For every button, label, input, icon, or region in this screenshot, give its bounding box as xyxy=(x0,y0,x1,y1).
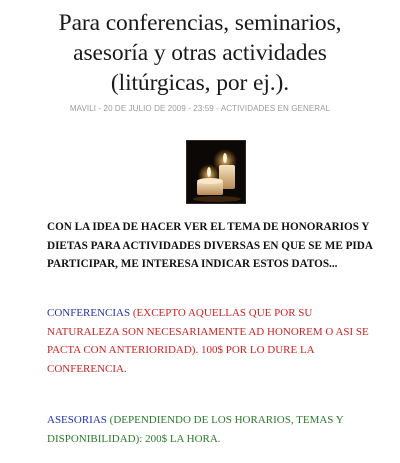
post-title[interactable]: Para conferencias, seminarios, asesoría y otras actividades (litúrgicas, por ej.). xyxy=(58,10,342,96)
conference-lead: CONFERENCIAS xyxy=(47,307,131,319)
post-intro: CON LA IDEA DE HACER VER EL TEMA DE HONORARIOS Y DIETAS PARA ACTIVIDADES DIVERSAS EN QUE SE ME PIDA PARTICIPAR, ME INTERESA INDICAR ESTOS DATOS... xyxy=(47,221,373,270)
candles-image[interactable] xyxy=(186,140,246,204)
conference-detail: (EXCEPTO AQUELLAS QUE POR SU NATURALEZA SON NECESARIAMENTE AD HONOREM O ASI SE PACTA CON ANTERIORIDAD). 100$ POR LO DURE LA CONFERENCIA. xyxy=(47,307,369,375)
advisory-lead: ASESORIAS xyxy=(47,414,107,426)
meta-separator: - xyxy=(213,104,221,113)
advisory-fees xyxy=(47,411,377,448)
post-author[interactable]: MAVILI xyxy=(69,104,97,113)
conference-fees xyxy=(47,304,377,378)
post-meta xyxy=(0,104,400,113)
advisory-detail: (DEPENDIENDO DE LOS HORARIOS, TEMAS Y DISPONIBILIDAD): 200$ LA HORA. xyxy=(47,414,344,445)
post-date: 20 DE JULIO DE 2009 - 23:59 xyxy=(103,104,214,113)
candles-icon xyxy=(187,141,245,203)
post-category[interactable]: ACTIVIDADES EN GENERAL xyxy=(220,104,331,113)
meta-separator: - xyxy=(96,104,104,113)
